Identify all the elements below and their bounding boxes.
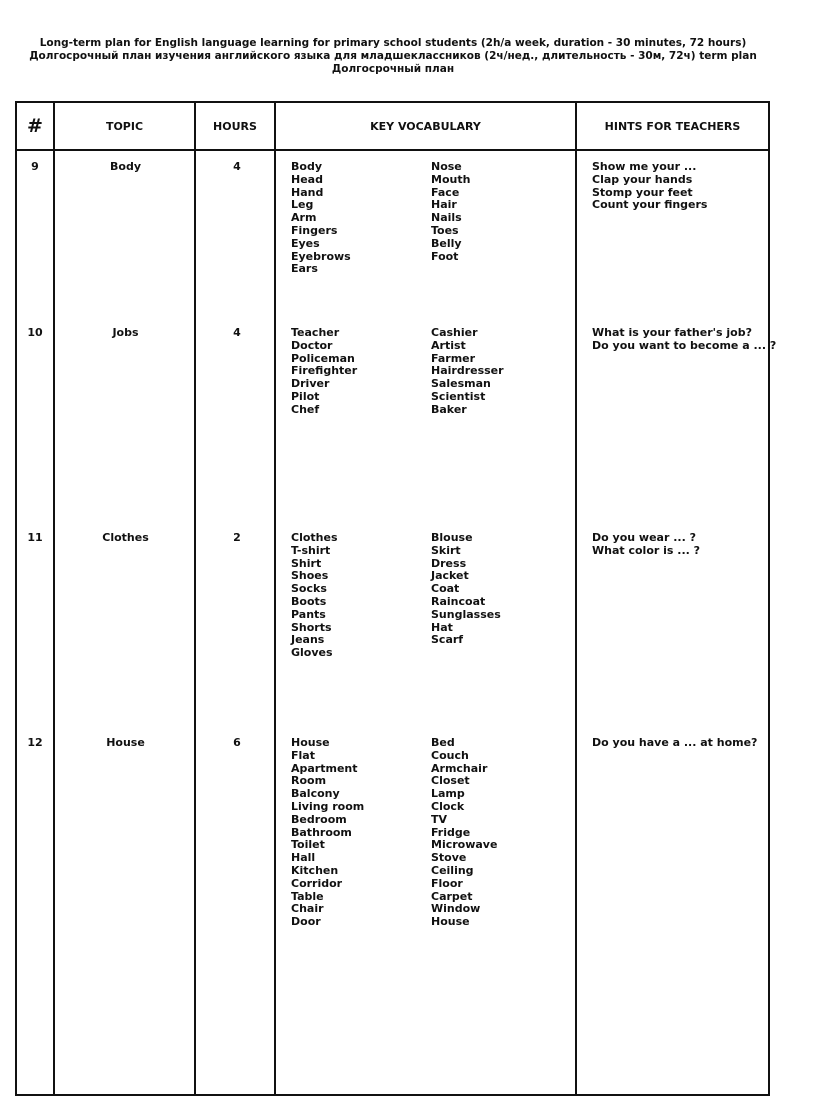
vocabulary-word: Bathroom bbox=[291, 825, 352, 839]
vocabulary-word: Salesman bbox=[431, 377, 491, 391]
vocabulary-word: Armchair bbox=[431, 761, 488, 775]
vocabulary-word: Chef bbox=[291, 402, 320, 416]
header-hours: HOURS bbox=[213, 119, 257, 133]
hint-item: Count your fingers bbox=[592, 198, 708, 212]
vocabulary-word: Socks bbox=[291, 582, 327, 596]
header-hints-for-teachers: HINTS FOR TEACHERS bbox=[604, 119, 741, 133]
vocabulary-word: House bbox=[291, 736, 330, 749]
hint-item: What color is ... ? bbox=[592, 543, 701, 557]
vocabulary-word: Hat bbox=[431, 620, 453, 634]
vocabulary-word: Sunglasses bbox=[431, 607, 501, 621]
vocabulary-word: TV bbox=[431, 812, 448, 826]
vocabulary-word: Clock bbox=[431, 799, 465, 813]
vocabulary-word: Blouse bbox=[431, 531, 473, 544]
vocabulary-word: Shirt bbox=[291, 556, 322, 570]
hint-item: Do you want to become a ... ? bbox=[592, 338, 777, 352]
vocabulary-word: Clothes bbox=[291, 531, 338, 544]
vocabulary-word: Doctor bbox=[291, 338, 333, 352]
hint-item: Show me your ... bbox=[592, 160, 697, 173]
vocabulary-column-2 bbox=[431, 161, 576, 263]
vocabulary-column-2 bbox=[431, 532, 576, 647]
teacher-hints bbox=[592, 737, 768, 750]
vocabulary-word: Nails bbox=[431, 211, 462, 225]
vocabulary-word: Skirt bbox=[431, 543, 461, 557]
vocabulary-word: Corridor bbox=[291, 876, 343, 890]
title-line-russian-short: Долгосрочный план bbox=[331, 63, 455, 75]
hint-item: Clap your hands bbox=[592, 172, 693, 186]
vocabulary-word: Couch bbox=[431, 748, 469, 762]
vocabulary-word: Ears bbox=[291, 262, 318, 276]
vocabulary-word: Hand bbox=[291, 185, 324, 199]
vocabulary-word: Shoes bbox=[291, 569, 329, 583]
vocabulary-word: T-shirt bbox=[291, 543, 331, 557]
vocabulary-word: Kitchen bbox=[291, 863, 339, 877]
row-topic: Clothes bbox=[102, 531, 149, 544]
vocabulary-word: Jeans bbox=[291, 633, 325, 647]
row-topic: Jobs bbox=[112, 326, 139, 339]
vocabulary-word: Mouth bbox=[431, 172, 471, 186]
vocabulary-column-1 bbox=[291, 327, 431, 417]
vocabulary-word: Closet bbox=[431, 774, 470, 788]
row-hours: 4 bbox=[233, 160, 241, 173]
plan-table bbox=[15, 101, 777, 1096]
vocabulary-word: Head bbox=[291, 172, 323, 186]
vocabulary-word: Driver bbox=[291, 377, 330, 391]
title-line-russian: Долгосрочный план изучения английского языка для младшеклассников (2ч/нед., длительность - 30м, 72ч) term plan bbox=[29, 50, 757, 62]
teacher-hints bbox=[592, 326, 777, 353]
vocabulary-word: Gloves bbox=[291, 646, 333, 660]
vocabulary-word: Lamp bbox=[431, 787, 465, 801]
row-hours: 4 bbox=[233, 326, 241, 339]
row-topic: House bbox=[106, 736, 145, 749]
row-topic: Body bbox=[110, 160, 141, 173]
vocabulary-word: Eyes bbox=[291, 236, 320, 250]
vocabulary-word: Teacher bbox=[291, 326, 340, 339]
vocabulary-word: Raincoat bbox=[431, 594, 486, 608]
vocabulary-word: Hall bbox=[291, 851, 316, 865]
vocabulary-word: Coat bbox=[431, 582, 460, 596]
hint-item: What is your father's job? bbox=[592, 326, 752, 339]
vocabulary-word: Eyebrows bbox=[291, 249, 351, 263]
header-divider bbox=[17, 149, 768, 151]
vocabulary-word: Shorts bbox=[291, 620, 332, 634]
vocabulary-word: Ceiling bbox=[431, 863, 474, 877]
vocabulary-word: Pilot bbox=[291, 389, 320, 403]
row-number: 9 bbox=[31, 160, 39, 173]
vocabulary-word: Chair bbox=[291, 902, 324, 916]
vocabulary-word: Cashier bbox=[431, 326, 478, 339]
vocabulary-word: Scientist bbox=[431, 389, 486, 403]
vocabulary-word: Body bbox=[291, 160, 322, 173]
vocabulary-column-1 bbox=[291, 532, 431, 660]
vocabulary-word: Bedroom bbox=[291, 812, 347, 826]
vocabulary-word: Living room bbox=[291, 799, 365, 813]
vocabulary-column-1 bbox=[291, 161, 431, 276]
vocabulary-word: Dress bbox=[431, 556, 467, 570]
column-divider bbox=[53, 103, 55, 1094]
vocabulary-column-1 bbox=[291, 737, 431, 929]
vocabulary-word: Stove bbox=[431, 851, 467, 865]
vocabulary-word: Toilet bbox=[291, 838, 325, 852]
vocabulary-word: Pants bbox=[291, 607, 326, 621]
vocabulary-word: Fridge bbox=[431, 825, 471, 839]
header-number: # bbox=[27, 115, 43, 137]
vocabulary-word: Baker bbox=[431, 402, 467, 416]
vocabulary-word: Artist bbox=[431, 338, 466, 352]
vocabulary-word: Floor bbox=[431, 876, 463, 890]
vocabulary-column-2 bbox=[431, 737, 576, 929]
vocabulary-word: Nose bbox=[431, 160, 462, 173]
teacher-hints bbox=[592, 161, 768, 212]
vocabulary-word: Hair bbox=[431, 198, 457, 212]
vocabulary-word: Face bbox=[431, 185, 460, 199]
row-hours: 6 bbox=[233, 736, 241, 749]
vocabulary-word: Arm bbox=[291, 211, 317, 225]
vocabulary-word: Fingers bbox=[291, 223, 338, 237]
vocabulary-word: Door bbox=[291, 915, 321, 929]
document-title bbox=[0, 37, 786, 76]
vocabulary-word: Firefighter bbox=[291, 364, 358, 378]
vocabulary-word: Flat bbox=[291, 748, 315, 762]
vocabulary-word: Boots bbox=[291, 594, 327, 608]
vocabulary-word: Microwave bbox=[431, 838, 498, 852]
row-number: 12 bbox=[27, 736, 43, 749]
vocabulary-word: Apartment bbox=[291, 761, 358, 775]
vocabulary-word: Room bbox=[291, 774, 327, 788]
vocabulary-word: Window bbox=[431, 902, 481, 916]
vocabulary-word: Leg bbox=[291, 198, 314, 212]
vocabulary-column-2 bbox=[431, 327, 576, 417]
vocabulary-word: Foot bbox=[431, 249, 459, 263]
column-divider bbox=[274, 103, 276, 1094]
hint-item: Do you have a ... at home? bbox=[592, 736, 758, 749]
vocabulary-word: Hairdresser bbox=[431, 364, 504, 378]
hint-item: Do you wear ... ? bbox=[592, 531, 696, 544]
column-divider bbox=[194, 103, 196, 1094]
vocabulary-word: Belly bbox=[431, 236, 462, 250]
row-hours: 2 bbox=[233, 531, 241, 544]
vocabulary-word: Balcony bbox=[291, 787, 340, 801]
vocabulary-word: Jacket bbox=[431, 569, 469, 583]
row-number: 11 bbox=[27, 531, 43, 544]
vocabulary-word: Toes bbox=[431, 223, 459, 237]
vocabulary-word: Scarf bbox=[431, 633, 464, 647]
title-line-english: Long-term plan for English language learning for primary school students (2h/a week, duration - 30 minutes, 72 hours) bbox=[39, 37, 747, 49]
vocabulary-word: Carpet bbox=[431, 889, 473, 903]
teacher-hints bbox=[592, 532, 768, 558]
vocabulary-word: House bbox=[431, 915, 470, 929]
vocabulary-word: Farmer bbox=[431, 351, 476, 365]
vocabulary-word: Table bbox=[291, 889, 324, 903]
vocabulary-word: Policeman bbox=[291, 351, 355, 365]
hint-item: Stomp your feet bbox=[592, 185, 693, 199]
row-number: 10 bbox=[27, 326, 43, 339]
header-topic: TOPIC bbox=[105, 119, 144, 133]
header-key-vocabulary: KEY VOCABULARY bbox=[370, 119, 481, 133]
vocabulary-word: Bed bbox=[431, 736, 455, 749]
